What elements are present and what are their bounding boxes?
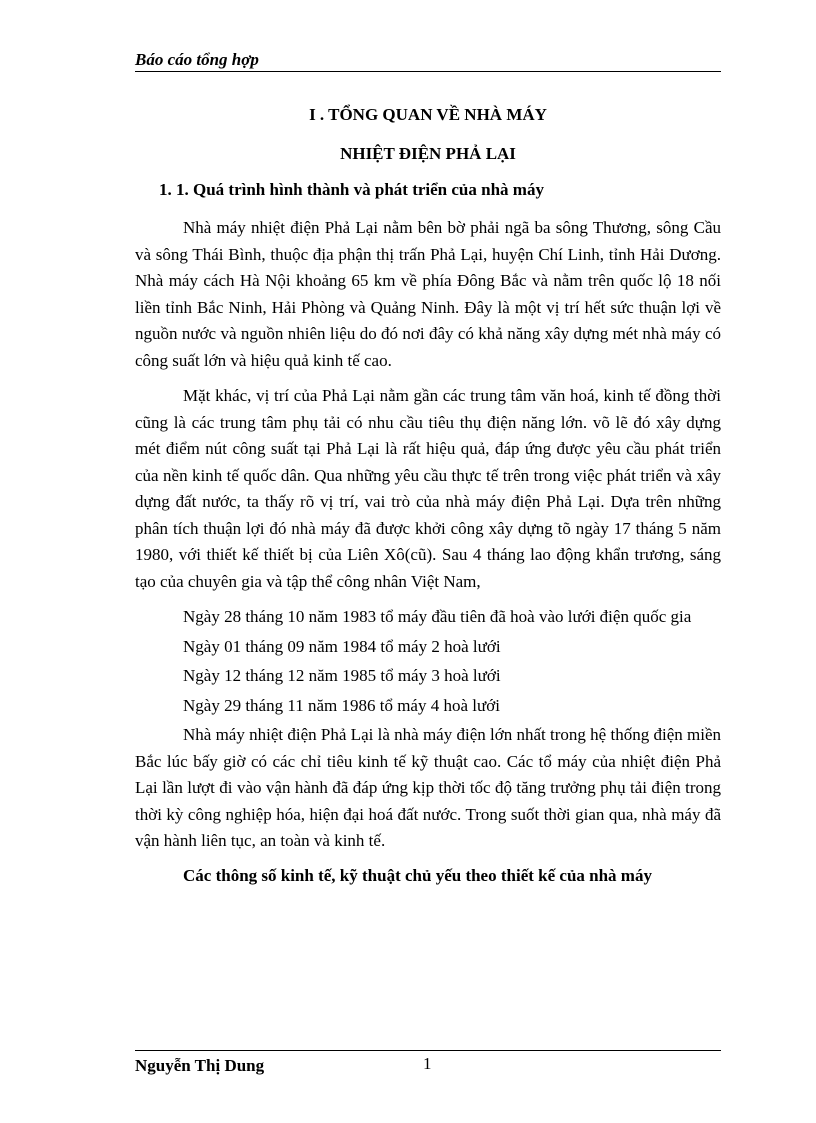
subsection-heading: 1. 1. Quá trình hình thành và phát triển của nhà máy bbox=[159, 180, 544, 199]
page-header bbox=[135, 49, 721, 72]
header-title: Báo cáo tổng hợp bbox=[135, 50, 259, 69]
paragraph-unit3: Ngày 12 tháng 12 năm 1985 tổ máy 3 hoà lưới bbox=[183, 666, 501, 685]
page-content bbox=[135, 104, 721, 887]
page-footer bbox=[135, 1050, 721, 1075]
paragraph-unit4: Ngày 29 tháng 11 năm 1986 tổ máy 4 hoà lưới bbox=[183, 695, 500, 715]
closing-heading: Các thông số kinh tế, kỹ thuật chủ yếu theo thiết kế của nhà máy bbox=[183, 865, 652, 885]
paragraph-location: Nhà máy nhiệt điện Phả Lại nằm bên bờ phải ngã ba sông Thương, sông Cầu và sông Thái Bình, thuộc địa phận thị trấn Phả Lại, huyện Chí Linh, tỉnh Hải Dương. Nhà máy cách Hà Nội khoảng 65 km về phía Đông Bắc và nằm trên quốc lộ 18 nối liền tỉnh Bắc Ninh, Hải Phòng và Quảng Ninh. Đây là một vị trí hết sức thuận lợi về nguồn nước và nguồn nhiên liệu do đó nơi đây có khả năng xây dựng mét nhà máy có công suất lớn và hiệu quả kinh tế cao. bbox=[135, 218, 721, 370]
footer-author: Nguyễn Thị Dung bbox=[135, 1056, 265, 1075]
paragraph-history: Mặt khác, vị trí của Phả Lại nằm gần các trung tâm văn hoá, kinh tế đồng thời cũng là các trung tâm phụ tải có nhu cầu tiêu thụ điện năng lớn. võ lẽ đó xây dựng mét điểm nút công suất tại Phả Lại là rất hiệu quả, đáp ứng được yêu cầu phát triển của nền kinh tế quốc dân. Qua những yêu cầu thực tế trên trong việc phát triển và xây dựng đất nước, ta thấy rõ vị trí, vai trò của nhà máy điện Phả Lại. Dựa trên những phân tích thuận lợi đó nhà máy đã được khởi công xây dựng tõ ngày 17 tháng 5 năm 1980, với thiết kế thiết bị của Liên Xô(cũ). Sau 4 tháng lao động khẩn trương, sáng tạo của chuyên gia và tập thể công nhân Việt Nam, bbox=[135, 386, 721, 591]
paragraph-unit1: Ngày 28 tháng 10 năm 1983 tổ máy đầu tiên đã hoà vào lưới điện quốc gia bbox=[183, 607, 692, 626]
paragraph-unit2: Ngày 01 tháng 09 năm 1984 tổ máy 2 hoà lưới bbox=[183, 636, 501, 656]
paragraph-summary: Nhà máy nhiệt điện Phả Lại là nhà máy điện lớn nhất trong hệ thống điện miền Bắc lúc bấy giờ có các chỉ tiêu kinh tế kỹ thuật cao. Các tổ máy của nhiệt điện Phả Lại lần lượt đi vào vận hành đã đáp ứng kịp thời tốc độ tăng trưởng phụ tải điện trong thời kỳ công nghiệp hóa, hiện đại hoá đất nước. Trong suốt thời gian qua, nhà máy đã vận hành liên tục, an toàn và kinh tế. bbox=[135, 725, 721, 850]
page-number: 1 bbox=[423, 1054, 432, 1073]
section-title-line2: NHIỆT ĐIỆN PHẢ LẠI bbox=[340, 144, 516, 163]
section-title-line1: I . TỔNG QUAN VỀ NHÀ MÁY bbox=[309, 105, 547, 124]
